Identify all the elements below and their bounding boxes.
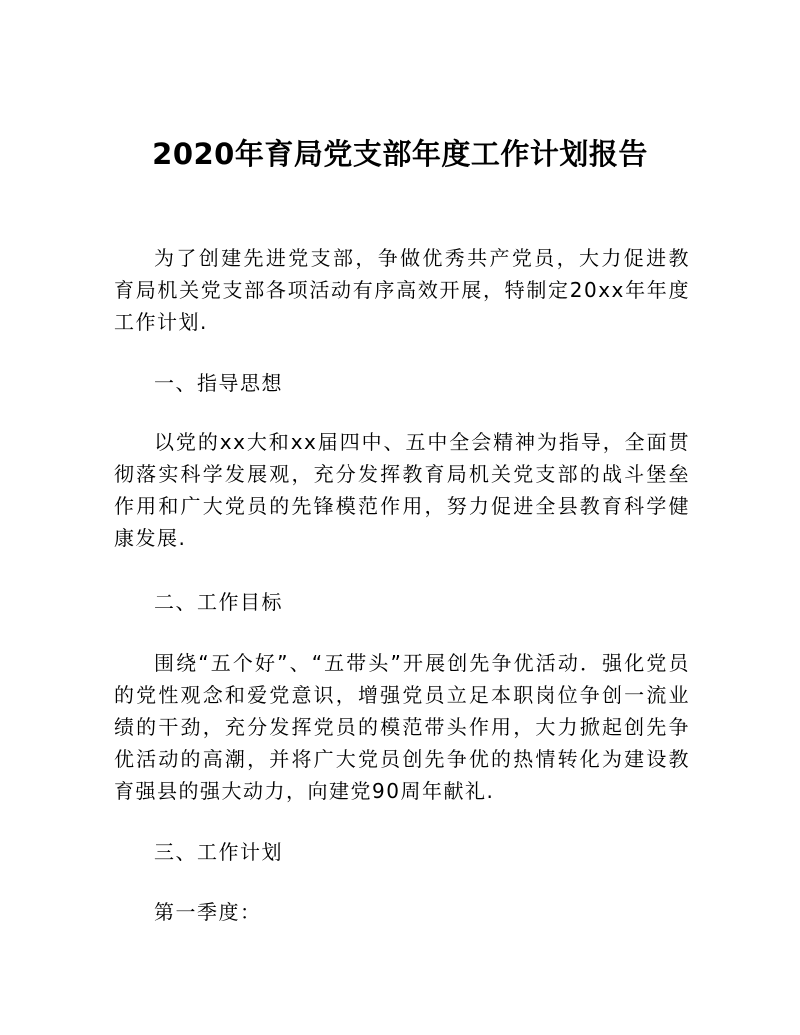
section-heading-text: 一、指导思想 [154, 371, 283, 395]
subheading-text: 第一季度： [154, 900, 262, 924]
intro-paragraph [114, 242, 690, 338]
section-heading-text: 二、工作目标 [154, 590, 283, 614]
section-body-text: 围绕“五个好”、“五带头”开展创先争优活动．强化党员的党性观念和爱党意识，增强党员立足本职岗位争创一流业绩的干劲，充分发挥党员的模范带头作用，大力掀起创先争优活动的高潮，并将广大党员创先争优的热情转化为建设教育强县的强大动力，向建党90周年献礼. [114, 651, 690, 803]
section-heading-work-goals [114, 586, 690, 618]
document-title: 2020年育局党支部年度工作计划报告 [152, 137, 648, 171]
subheading-first-quarter [114, 896, 690, 928]
section-heading-work-plan [114, 836, 690, 868]
section-body-guiding-ideology [114, 426, 690, 554]
section-body-text: 以党的xx大和xx届四中、五中全会精神为指导，全面贯彻落实科学发展观，充分发挥教育局机关党支部的战斗堡垒作用和广大党员的先锋模范作用，努力促进全县教育科学健康发展. [114, 430, 690, 550]
intro-text: 为了创建先进党支部，争做优秀共产党员，大力促进教育局机关党支部各项活动有序高效开展，特制定20xx年年度工作计划. [114, 246, 690, 334]
section-body-work-goals [114, 647, 690, 807]
section-heading-guiding-ideology [114, 367, 690, 399]
section-heading-text: 三、工作计划 [154, 840, 283, 864]
